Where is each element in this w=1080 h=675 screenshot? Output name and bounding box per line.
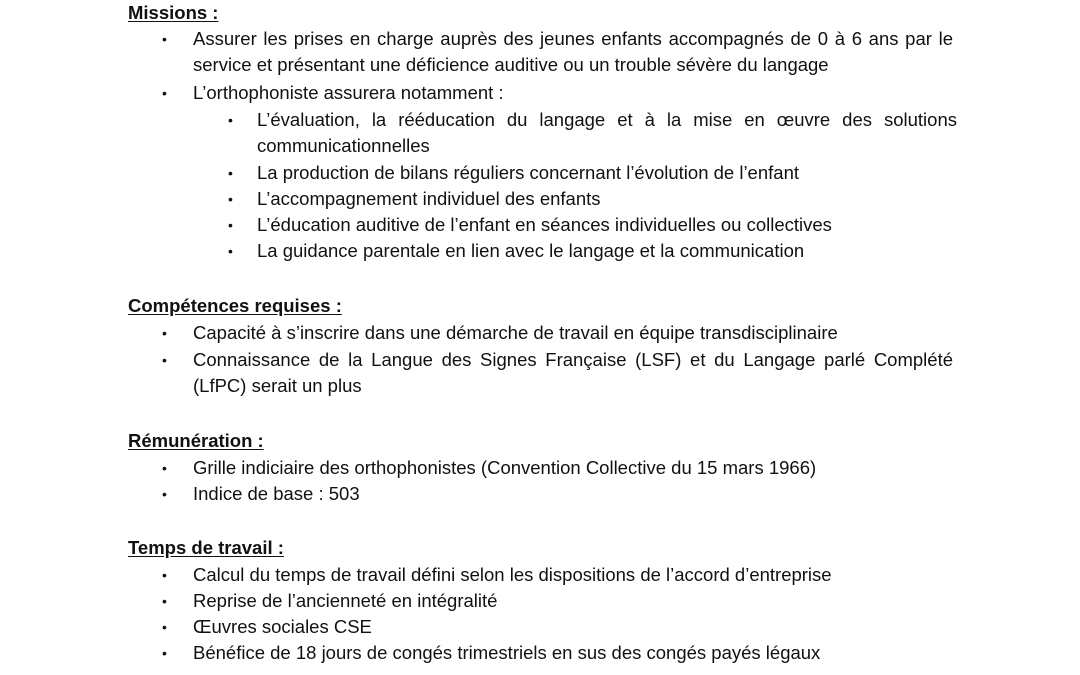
list-subitem [228, 160, 957, 186]
bullet-icon: • [162, 325, 167, 341]
list-subitem [228, 107, 957, 159]
list-item-text: Capacité à s’inscrire dans une démarche de travail en équipe transdisciplinaire [193, 322, 838, 343]
list-item [162, 588, 953, 614]
list-item [162, 80, 953, 106]
list-item-text: Assurer les prises en charge auprès des jeunes enfants accompagnés de 0 à 6 ans par le service et présentant une déficience auditive ou un trouble sévère du langage [193, 28, 953, 75]
bullet-icon: • [162, 31, 167, 47]
bullet-icon: • [162, 486, 167, 502]
list-item [162, 562, 953, 588]
list-item-text: La guidance parentale en lien avec le langage et la communication [257, 240, 805, 261]
bullet-icon: • [228, 243, 233, 259]
list-item [162, 26, 953, 78]
list-item-text: L’accompagnement individuel des enfants [257, 188, 601, 209]
bullet-icon: • [162, 593, 167, 609]
bullet-icon: • [162, 352, 167, 368]
list-item [162, 640, 953, 666]
list-item [162, 455, 953, 481]
bullet-icon: • [162, 567, 167, 583]
list-item-text: Bénéfice de 18 jours de congés trimestriels en sus des congés payés légaux [193, 642, 821, 663]
list-item-text: La production de bilans réguliers concernant l’évolution de l’enfant [257, 162, 799, 183]
bullet-icon: • [162, 460, 167, 476]
list-item-text: L’orthophoniste assurera notamment : [193, 82, 504, 103]
list-subitem [228, 238, 957, 264]
list-item-text: Œuvres sociales CSE [193, 616, 372, 637]
bullet-icon: • [228, 112, 233, 128]
temps-heading: Temps de travail : [128, 537, 284, 558]
list-item [162, 614, 953, 640]
list-item [162, 347, 953, 399]
remuneration-heading: Rémunération : [128, 430, 264, 451]
list-subitem [228, 212, 957, 238]
bullet-icon: • [228, 217, 233, 233]
missions-heading: Missions : [128, 2, 219, 23]
bullet-icon: • [162, 645, 167, 661]
bullet-icon: • [162, 85, 167, 101]
list-item-text: Calcul du temps de travail défini selon les dispositions de l’accord d’entreprise [193, 564, 832, 585]
list-item-text: L’évaluation, la rééducation du langage et à la mise en œuvre des solutions communicationnelles [257, 109, 957, 156]
bullet-icon: • [228, 191, 233, 207]
bullet-icon: • [162, 619, 167, 635]
bullet-icon: • [228, 165, 233, 181]
list-item-text: Connaissance de la Langue des Signes Française (LSF) et du Langage parlé Complété (LfPC) serait un plus [193, 349, 953, 396]
list-item-text: Reprise de l’ancienneté en intégralité [193, 590, 498, 611]
list-item-text: Grille indiciaire des orthophonistes (Convention Collective du 15 mars 1966) [193, 457, 817, 478]
list-item [162, 481, 953, 507]
list-item-text: L’éducation auditive de l’enfant en séances individuelles ou collectives [257, 214, 832, 235]
list-item-text: Indice de base : 503 [193, 483, 360, 504]
list-subitem [228, 186, 957, 212]
list-item [162, 320, 953, 346]
competences-heading: Compétences requises : [128, 295, 342, 316]
